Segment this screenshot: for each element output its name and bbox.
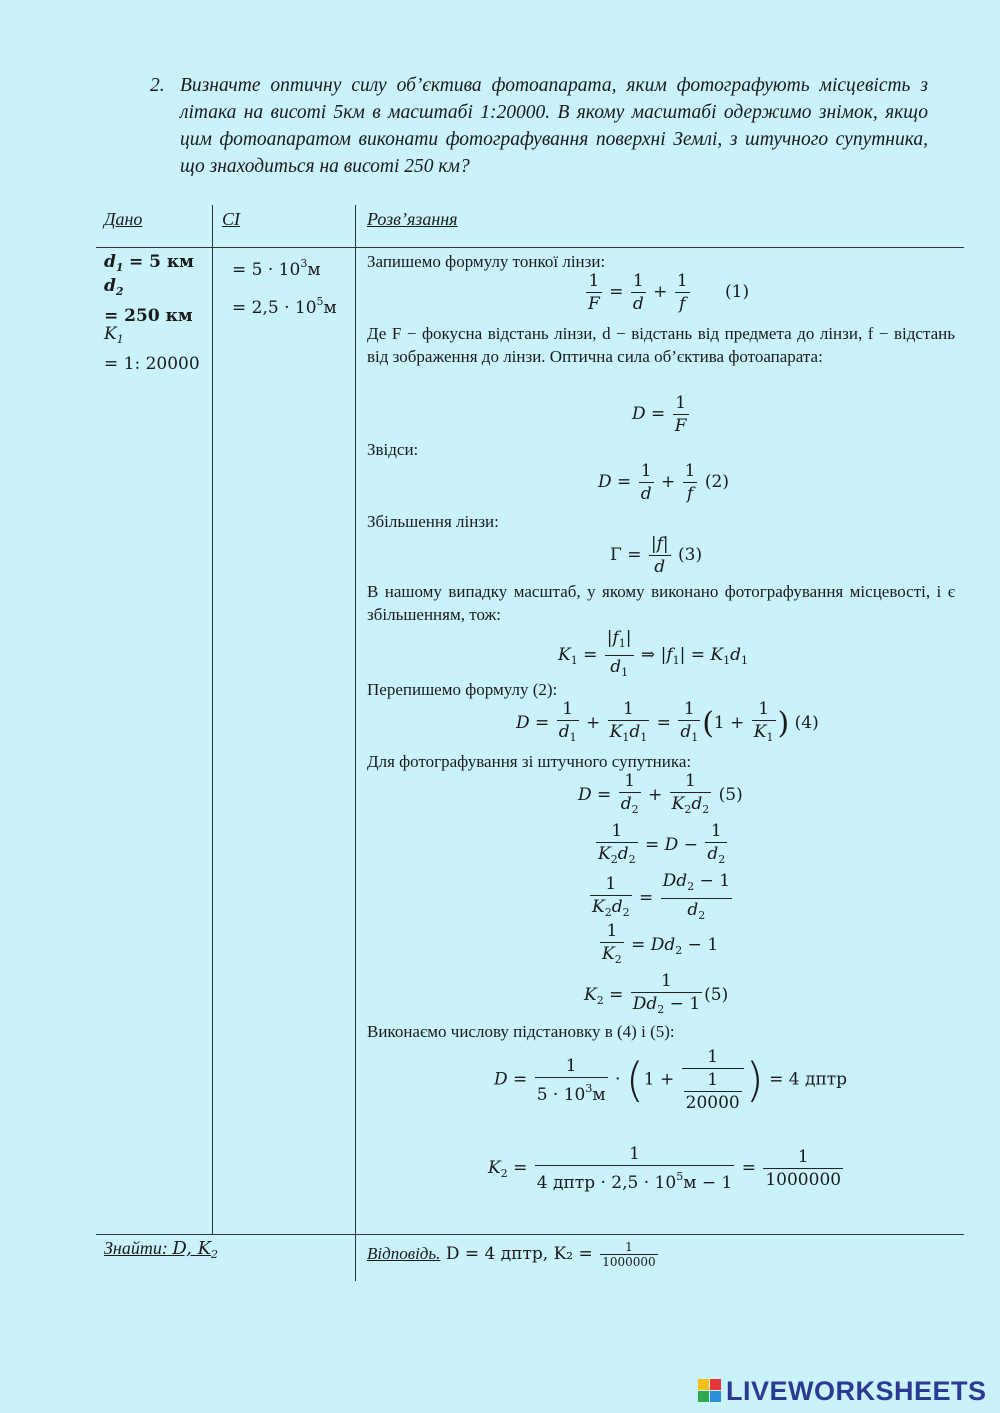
solution-hence: Звідси: <box>367 440 419 459</box>
equation-thin-lens: $\frac{1}{F}$ = $\frac{1}{d}$ + $\frac{1}{f}$ (1) <box>588 271 750 314</box>
equation-3: Γ = $\frac{|f|}{d}$ (3) <box>610 534 703 577</box>
equation-5-step2: $\frac{1}{K_2d_2}$ = $\frac{Dd_2 - 1}{d_2}$ <box>588 870 734 927</box>
solution-magnification: Збільшення лінзи: <box>367 512 499 531</box>
header-solution: Розв’язання <box>367 209 458 229</box>
header-si: СІ <box>222 209 240 229</box>
liveworksheets-logo: LIVEWORKSHEETS <box>698 1376 987 1407</box>
equation-2: D = $\frac{1}{d}$ + $\frac{1}{f}$ (2) <box>598 461 729 504</box>
table-divider-1 <box>212 205 213 1235</box>
given-d1: $d_1 = 5$ км <box>104 252 194 274</box>
problem-text: Визначте оптичну силу об’єктива фотоапарата, яким фотографують місцевість з літака на висоті 5км в масштабі 1:20000. В якому масштабі одержимо знімок, якщо цим фотоапаратом виконати фотографування поверхні Землі, з штучного супутника, що знаходиться на висоті 250 км? <box>180 75 928 177</box>
table-bottom-rule <box>96 1234 964 1235</box>
problem-statement <box>150 72 928 180</box>
equation-d-numeric: D = 1 $5 \cdot 10^3м$ · (1 + $\frac{1}{\frac{1}{20000}}$ ) = 4 дптр <box>494 1047 848 1113</box>
table-divider-2 <box>355 205 356 1281</box>
header-given: Дано <box>104 209 143 229</box>
problem-number: 2. <box>150 75 165 96</box>
answer-section: Відповідь. D = 4 дптр, K₂ = $\frac{1}{1000000}$ <box>367 1240 656 1269</box>
equation-4: D = $\frac{1}{d_1}$ + $\frac{1}{K_1d_1}$ = $\frac{1}{d_1}$ (1 + $\frac{1}{K_1}$ ) (4) <box>516 698 819 749</box>
given-k1: $K_1$ = 1: 20000 <box>104 324 200 374</box>
equation-5-step1: $\frac{1}{K_2d_2}$ = D − $\frac{1}{d_2}$ <box>594 820 729 871</box>
equation-5: D = $\frac{1}{d_2}$ + $\frac{1}{K_2d_2}$ (5) <box>578 770 743 821</box>
solution-satellite: Для фотографування зі штучного супутника: <box>367 752 692 771</box>
equation-k1: $K_1$ = $\frac{|f_1|}{d_1}$ ⇒ $|f_1| = K_1d_1$ <box>558 627 748 684</box>
equation-5-step3: $\frac{1}{K_2}$ = $Dd_2 - 1$ <box>598 920 718 971</box>
solution-intro: Запишемо формулу тонкої лінзи: <box>367 252 606 271</box>
solution-rewrite: Перепишемо формулу (2): <box>367 680 558 699</box>
solution-substitution: Виконаємо числову підстановку в (4) і (5): <box>367 1022 675 1041</box>
equation-optical-power: D = $\frac{1}{F}$ <box>632 393 687 436</box>
si-d1: = $5 \cdot 10^3м$ <box>232 257 321 280</box>
equation-k2: $K_2$ = $\frac{1}{Dd_2 - 1}$ (5) <box>584 970 728 1021</box>
equation-k2-numeric: $K_2$ = 1 4 дптр · $2,5 \cdot 10^5м - 1$ = $\frac{1}{1000000}$ <box>488 1144 842 1193</box>
solution-scale: В нашому випадку масштаб, у якому виконано фотографування місцевості, і є збільшенням, тож: <box>367 582 955 624</box>
brand-logo-icon <box>698 1379 722 1403</box>
solution-definitions: Де F − фокусна відстань лінзи, d − відстань від предмета до лінзи, f − відстань від зображення до лінзи. Оптична сила об’єктива фотоапарата: <box>367 324 955 366</box>
find-section: Знайти: D, $K_2$ <box>104 1238 219 1261</box>
si-d2: = $2,5 \cdot 10^5м$ <box>232 295 337 318</box>
table-top-rule <box>96 247 964 248</box>
given-d2: $d_2$ = 250 км <box>104 276 193 326</box>
